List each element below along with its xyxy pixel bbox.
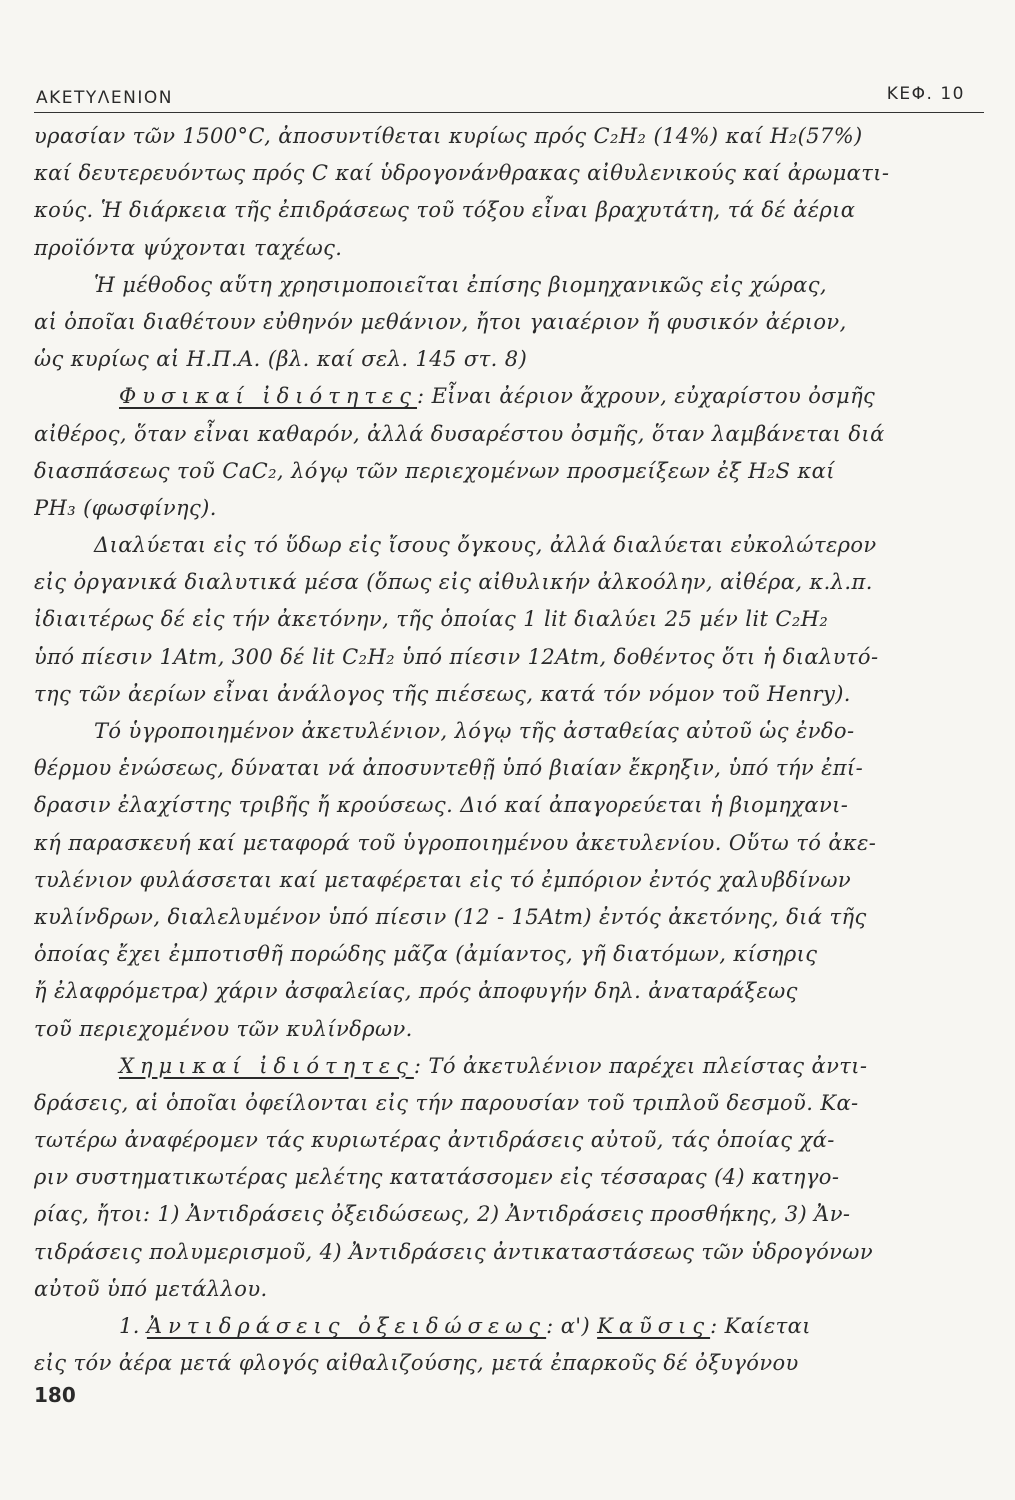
text-line: Τό ὑγροποιημένον ἀκετυλένιον, λόγῳ τῆς ἀσταθείας αὐτοῦ ὡς ἐνδο-: [94, 719, 855, 743]
text-line: ἰδιαιτέρως δέ εἰς τήν ἀκετόνην, τῆς ὁποίας 1 lit διαλύει 25 μέν lit C₂H₂: [34, 607, 829, 632]
page-number: 180: [34, 1383, 76, 1407]
text-line: Ἡ μέθοδος αὕτη χρησιμοποιεῖται ἐπίσης βιομηχανικῶς εἰς χώρας,: [94, 272, 827, 297]
text-line: ριν συστηματικωτέρας μελέτης κατατάσσομεν εἰς τέσσαρας (4) κατηγο-: [34, 1165, 840, 1190]
chapter-number: ΚΕΦ. 10: [886, 84, 965, 104]
text-line: ρίας, ἤτοι: 1) Ἀντιδράσεις ὀξειδώσεως, 2) Ἀντιδράσεις προσθήκης, 3) Ἀν-: [34, 1202, 851, 1227]
text-line: ὡς κυρίως αἱ Η.Π.Α. (βλ. καί σελ. 145 στ. 8): [34, 347, 528, 372]
chemical-properties-heading: Χημικαί ἰδιότητες: [119, 1053, 414, 1078]
text-line: υρασίαν τῶν 1500°C, ἀποσυντίθεται κυρίως πρός C₂H₂ (14%) καί H₂(57%): [34, 124, 863, 148]
chemical-properties-line: Χημικαί ἰδιότητες: Τό ἀκετυλένιον παρέχει πλείστας ἀντι-: [119, 1053, 868, 1078]
text-line: αὐτοῦ ὑπό μετάλλου.: [34, 1276, 268, 1301]
text-line: τιδράσεις πολυμερισμοῦ, 4) Ἀντιδράσεις ἀντικαταστάσεως τῶν ὑδρογόνων: [34, 1239, 873, 1264]
text-line: προϊόντα ψύχονται ταχέως.: [34, 235, 343, 260]
text-line: τυλένιον φυλάσσεται καί μεταφέρεται εἰς τό ἐμπόριον ἐντός χαλυβδίνων: [34, 867, 852, 892]
text-line: κυλίνδρων, διαλελυμένον ὑπό πίεσιν (12 - 15Atm) ἐντός ἀκετόνης, διά τῆς: [34, 904, 867, 929]
physical-properties-line: Φυσικαί ἰδιότητες: Εἶναι ἀέριον ἄχρουν, εὐχαρίστου ὀσμῆς: [119, 384, 876, 409]
text-line: αἱ ὁποῖαι διαθέτουν εὐθηνόν μεθάνιον, ἤτοι γαιαέριον ἤ φυσικόν ἀέριον,: [34, 309, 847, 334]
oxidation-heading-line: 1. Ἀντιδράσεις ὀξειδώσεως: α') Καῦσις: Καίεται: [119, 1314, 811, 1338]
text-line: τωτέρω ἀναφέρομεν τάς κυριωτέρας ἀντιδράσεις αὐτοῦ, τάς ὁποίας χά-: [34, 1128, 835, 1153]
chapter-title: ΑΚΕΤΥΛΕΝΙΟΝ: [36, 88, 173, 108]
text-line: δράσεις, αἱ ὁποῖαι ὀφείλονται εἰς τήν παρουσίαν τοῦ τριπλοῦ δεσμοῦ. Κα-: [34, 1090, 859, 1115]
text-line: αἰθέρος, ὅταν εἶναι καθαρόν, ἀλλά δυσαρέστου ὀσμῆς, ὅταν λαμβάνεται διά: [34, 421, 885, 446]
physical-properties-heading: Φυσικαί ἰδιότητες: [119, 384, 418, 409]
text-line: της τῶν ἀερίων εἶναι ἀνάλογος τῆς πιέσεως, κατά τόν νόμον τοῦ Henry).: [34, 681, 851, 706]
text-line: θέρμου ἑνώσεως, δύναται νά ἀποσυντεθῇ ὑπό βιαίαν ἔκρηξιν, ὑπό τήν ἐπί-: [34, 756, 864, 781]
oxidation-number: 1.: [119, 1314, 140, 1338]
text-line: εἰς τόν ἀέρα μετά φλογός αἰθαλιζούσης, μετά ἐπαρκοῦς δέ ὀξυγόνου: [34, 1351, 799, 1376]
text-line: ὁποίας ἔχει ἐμποτισθῆ πορώδης μᾶζα (ἀμίαντος, γῆ διατόμων, κίσηρις: [34, 942, 818, 967]
text-line: δρασιν ἐλαχίστης τριβῆς ἤ κρούσεως. Διό καί ἀπαγορεύεται ἡ βιομηχανι-: [34, 793, 849, 818]
oxidation-heading: Ἀντιδράσεις ὀξειδώσεως: [146, 1314, 547, 1338]
text-line: διασπάσεως τοῦ CaC₂, λόγῳ τῶν περιεχομένων προσμείξεων ἐξ H₂S καί: [34, 458, 835, 483]
text-line: ἤ ἐλαφρόμετρα) χάριν ἀσφαλείας, πρός ἀποφυγήν δηλ. ἀναταράξεως: [34, 979, 798, 1004]
header-divider: [34, 112, 984, 113]
combustion-number: α'): [560, 1314, 591, 1338]
text-line: Διαλύεται εἰς τό ὕδωρ εἰς ἴσους ὄγκους, ἀλλά διαλύεται εὐκολώτερον: [94, 533, 877, 558]
text-line: εἰς ὀργανικά διαλυτικά μέσα (ὅπως εἰς αἰθυλικήν ἀλκοόλην, αἰθέρα, κ.λ.π.: [34, 570, 873, 595]
combustion-heading: Καῦσις: [597, 1314, 711, 1338]
text-line: ὑπό πίεσιν 1Atm, 300 δέ lit C₂H₂ ὑπό πίεσιν 12Atm, δοθέντος ὅτι ἡ διαλυτό-: [34, 644, 879, 669]
text-line: Τό ἀκετυλένιον παρέχει πλείστας ἀντι-: [428, 1053, 868, 1078]
text-line: κή παρασκευή καί μεταφορά τοῦ ὑγροποιημένου ἀκετυλενίου. Οὕτω τό ἀκε-: [34, 830, 877, 855]
text-line: κούς. Ἡ διάρκεια τῆς ἐπιδράσεως τοῦ τόξου εἶναι βραχυτάτη, τά δέ ἀέρια: [34, 198, 856, 223]
text-line: Καίεται: [724, 1314, 811, 1338]
text-line: PH₃ (φωσφίνης).: [34, 495, 217, 520]
text-line: Εἶναι ἀέριον ἄχρουν, εὐχαρίστου ὀσμῆς: [431, 384, 876, 409]
text-line: τοῦ περιεχομένου τῶν κυλίνδρων.: [34, 1016, 413, 1041]
text-line: καί δευτερευόντως πρός C καί ὑδρογονάνθρακας αἰθυλενικούς καί ἀρωματι-: [34, 161, 890, 186]
body-text: [34, 118, 984, 1382]
